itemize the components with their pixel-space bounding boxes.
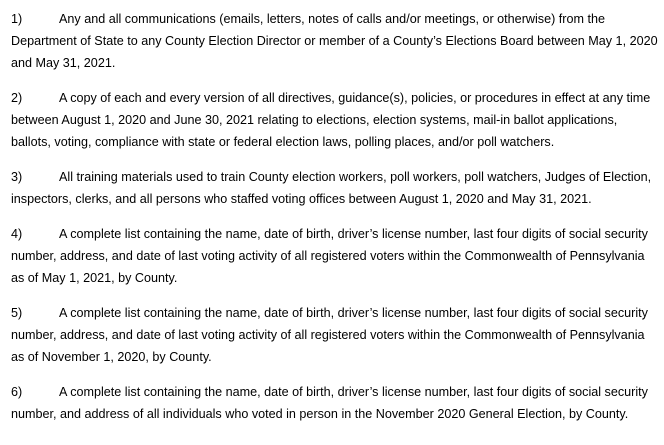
item-text: A complete list containing the name, date of birth, driver’s license number, last four digits of social security number, address, and date of last voting activity of all registered voters within the Commonwealth of Pennsylvania as of November 1, 2020, by County. (11, 306, 648, 364)
item-text: A copy of each and every version of all directives, guidance(s), policies, or procedures in effect at any time between August 1, 2020 and June 30, 2021 relating to elections, election systems, mail-in ballot applications, ballots, voting, compliance with state or federal election laws, polling places, and/or poll watchers. (11, 91, 651, 149)
request-item-3 (11, 166, 658, 210)
item-number: 1) (11, 12, 23, 26)
request-item-5 (11, 302, 658, 368)
item-number: 3) (11, 170, 23, 184)
request-item-4 (11, 223, 658, 289)
request-item-6 (11, 381, 658, 425)
request-item-2 (11, 87, 658, 153)
request-item-1 (11, 8, 658, 74)
item-text: A complete list containing the name, date of birth, driver’s license number, last four digits of social security number, and address of all individuals who voted in person in the November 2020 General Election, by County. (11, 385, 648, 421)
item-text: Any and all communications (emails, letters, notes of calls and/or meetings, or otherwise) from the Department of State to any County Election Director or member of a County’s Elections Board between May 1, 2020 and May 31, 2021. (11, 12, 658, 70)
item-text: A complete list containing the name, date of birth, driver’s license number, last four digits of social security number, address, and date of last voting activity of all registered voters within the Commonwealth of Pennsylvania as of May 1, 2021, by County. (11, 227, 648, 285)
item-number: 4) (11, 227, 23, 241)
item-number: 2) (11, 91, 23, 105)
item-number: 5) (11, 306, 23, 320)
item-text: All training materials used to train County election workers, poll workers, poll watchers, Judges of Election, inspectors, clerks, and all persons who staffed voting offices between August 1, 2020 and May 31, 2021. (11, 170, 652, 206)
item-number: 6) (11, 385, 23, 399)
